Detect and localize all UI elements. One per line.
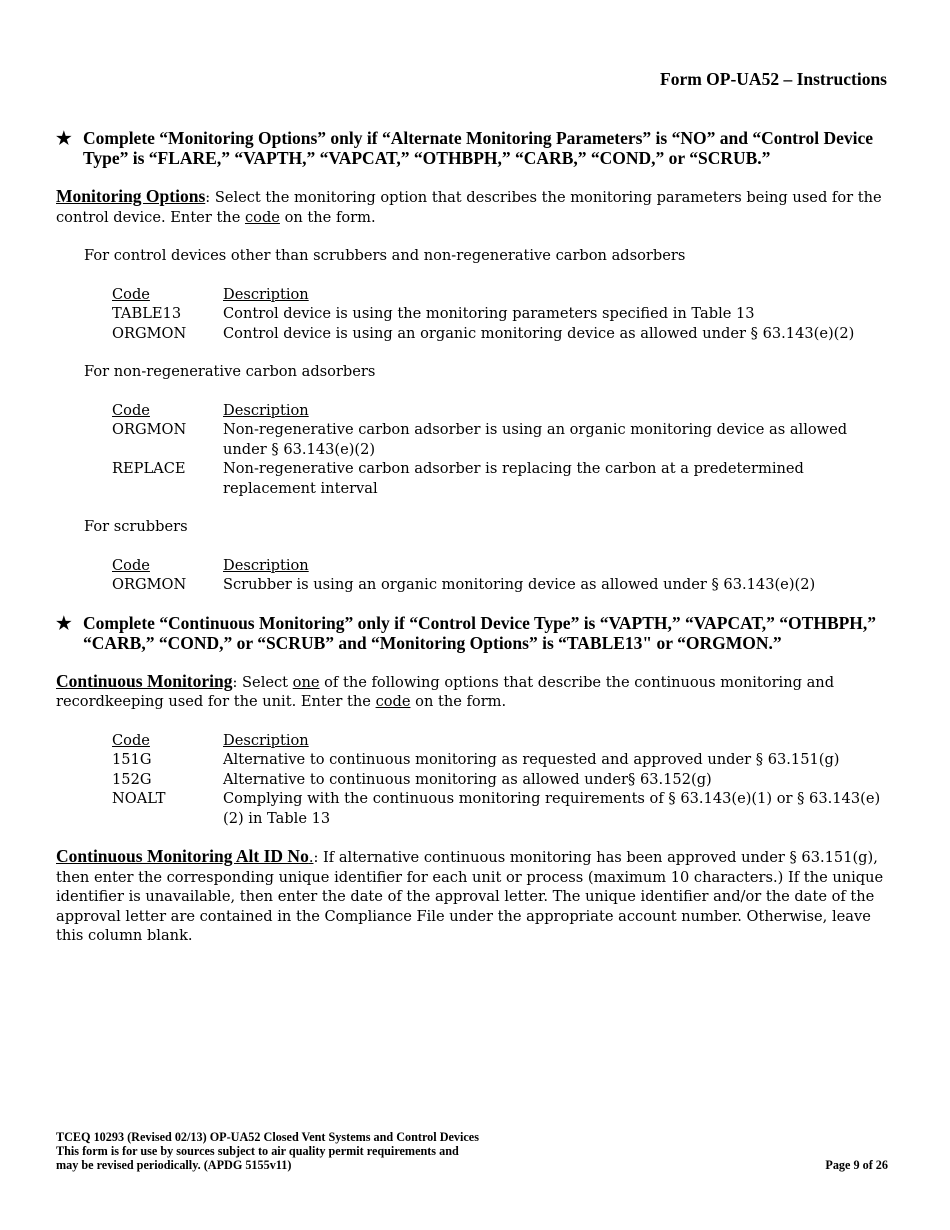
footer-line: TCEQ 10293 (Revised 02/13) OP-UA52 Closed Vent Systems and Control Devices bbox=[56, 1130, 479, 1144]
code-table bbox=[112, 556, 815, 595]
table-row bbox=[112, 324, 854, 344]
code-cell: ORGMON bbox=[112, 421, 187, 438]
description-cell: Non-regenerative carbon adsorber is using an organic monitoring device as allowed under § 63.143(e)(2) bbox=[223, 421, 848, 458]
code-header: Code bbox=[112, 556, 150, 574]
code-table bbox=[112, 401, 888, 499]
table-header-row bbox=[112, 731, 888, 751]
section-title-monitoring-options: Monitoring Options bbox=[56, 186, 206, 206]
description-cell: Non-regenerative carbon adsorber is replacing the carbon at a predetermined replacement interval bbox=[223, 460, 804, 497]
page-header-title: Form OP-UA52 – Instructions bbox=[660, 69, 887, 89]
note-monitoring-options bbox=[56, 128, 888, 168]
description-cell: Alternative to continuous monitoring as requested and approved under § 63.151(g) bbox=[223, 751, 840, 768]
table-row bbox=[112, 304, 854, 324]
table-row bbox=[112, 789, 888, 828]
continuous-monitoring-intro: Continuous Monitoring: Select one of the following options that describe the continuous monitoring and recordkeeping used for the unit. Enter the code on the form. bbox=[56, 670, 835, 710]
code-cell: ORGMON bbox=[112, 576, 187, 593]
code-cell: TABLE13 bbox=[112, 305, 182, 322]
description-cell: Control device is using the monitoring parameters specified in Table 13 bbox=[223, 305, 755, 322]
description-header: Description bbox=[223, 731, 309, 749]
table-row bbox=[112, 420, 888, 459]
section-title-alt-id: Continuous Monitoring Alt ID No bbox=[56, 846, 309, 866]
code-header: Code bbox=[112, 731, 150, 749]
code-table bbox=[112, 285, 854, 344]
code-table bbox=[112, 731, 888, 829]
code-cell: ORGMON bbox=[112, 324, 187, 342]
table-row bbox=[112, 770, 888, 790]
page-content bbox=[56, 128, 888, 946]
description-cell: Scrubber is using an organic monitoring device as allowed under § 63.143(e)(2) bbox=[223, 576, 816, 593]
code-cell: NOALT bbox=[112, 790, 166, 807]
table-row bbox=[112, 750, 888, 770]
description-header: Description bbox=[223, 556, 309, 574]
code-header: Code bbox=[112, 285, 150, 303]
description-cell: Control device is using an organic monitoring device as allowed under § 63.143(e)(2) bbox=[223, 324, 855, 342]
footer-line: may be revised periodically. (APDG 5155v11) bbox=[56, 1158, 292, 1172]
code-cell: 152G bbox=[112, 770, 152, 788]
table-header-row bbox=[112, 285, 854, 305]
note-text: Complete “Monitoring Options” only if “Alternate Monitoring Parameters” is “NO” and “Control Device Type” is “FLARE,” “VAPTH,” “VAPCAT,” “OTHBPH,” “CARB,” “COND,” or “SCRUB.” bbox=[83, 128, 874, 168]
page-footer bbox=[56, 1130, 888, 1172]
description-cell: Complying with the continuous monitoring requirements of § 63.143(e)(1) or § 63.143(e)(2) in Table 13 bbox=[223, 790, 881, 827]
code-cell: REPLACE bbox=[112, 460, 186, 477]
code-header: Code bbox=[112, 401, 150, 419]
table-header-row bbox=[112, 556, 815, 576]
description-header: Description bbox=[223, 285, 309, 303]
code-cell: 151G bbox=[112, 751, 152, 768]
group-label: For scrubbers bbox=[84, 518, 188, 535]
table-header-row bbox=[112, 401, 888, 421]
star-bullet-icon: ★ bbox=[56, 128, 72, 148]
table-row bbox=[112, 459, 888, 498]
alt-id-paragraph: Continuous Monitoring Alt ID No.: If alternative continuous monitoring has been approved under § 63.151(g), then enter the corresponding unique identifier for each unit or process (maximum 10 characters.) If the unique identifier is unavailable, then enter the date of the approval letter. The unique identifier and/or the date of the approval letter are contained in the Compliance File under the appropriate account number. Otherwise, leave this column blank. bbox=[56, 846, 884, 944]
group-label: For control devices other than scrubbers and non-regenerative carbon adsorbers bbox=[84, 247, 686, 264]
monitoring-options-intro: Monitoring Options: Select the monitoring option that describes the monitoring parameters being used for the control device. Enter the code on the form. bbox=[56, 186, 882, 226]
page-number: Page 9 of 26 bbox=[825, 1158, 888, 1172]
description-cell: Alternative to continuous monitoring as allowed under§ 63.152(g) bbox=[223, 770, 712, 788]
section-title-continuous-monitoring: Continuous Monitoring bbox=[56, 670, 233, 691]
note-text: Complete “Continuous Monitoring” only if “Control Device Type” is “VAPTH,” “VAPCAT,” “OTHBPH,” “CARB,” “COND,” or “SCRUB” and “Monitoring Options” is “TABLE13" or “ORGMON.” bbox=[83, 612, 877, 653]
note-continuous-monitoring bbox=[56, 613, 888, 653]
star-bullet-icon: ★ bbox=[56, 612, 72, 633]
description-header: Description bbox=[223, 401, 309, 419]
footer-line: This form is for use by sources subject to air quality permit requirements and bbox=[56, 1144, 459, 1158]
table-row bbox=[112, 575, 815, 595]
group-label: For non-regenerative carbon adsorbers bbox=[84, 363, 376, 380]
